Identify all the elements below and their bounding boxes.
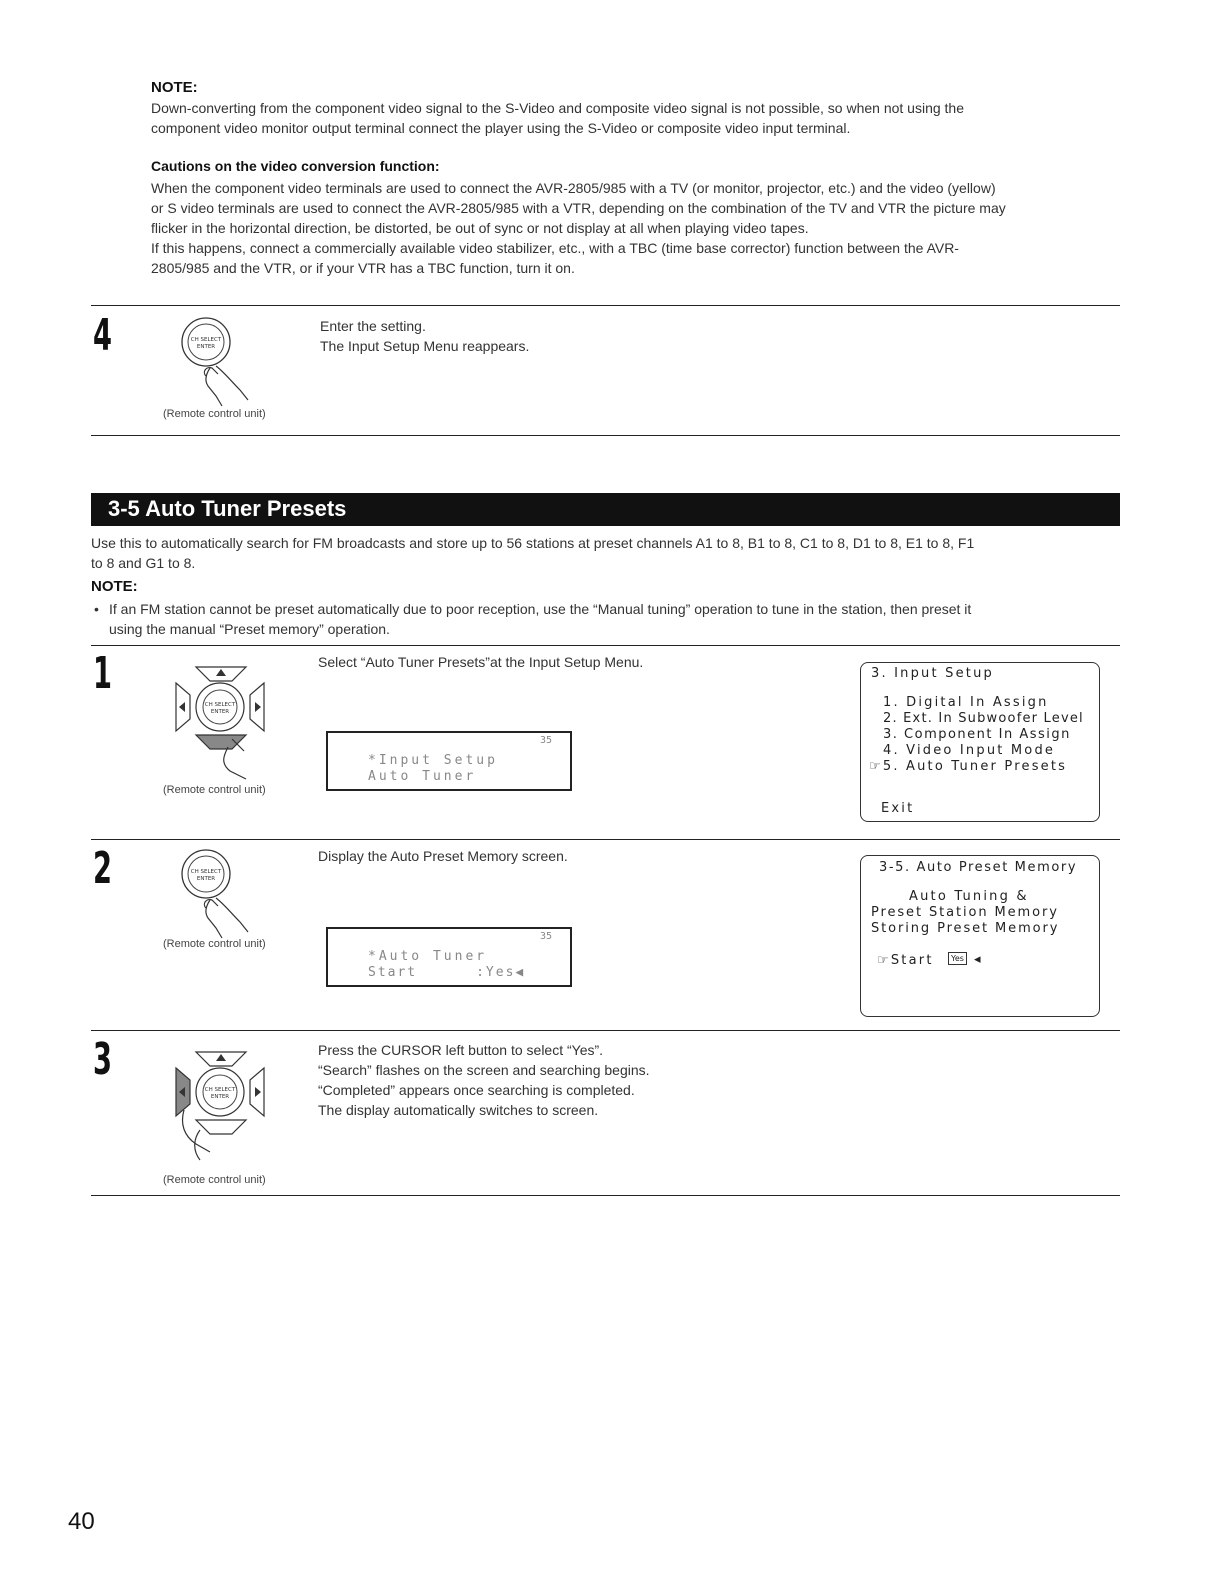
remote-button-label: ENTER [210, 1094, 230, 1100]
osd-text: Auto Tuning & [909, 889, 1029, 904]
remote-cursor-pad-icon [170, 1040, 270, 1170]
remote-enter-button-icon [176, 316, 256, 408]
osd-menu-item: 2. Ext. In Subwoofer Level [883, 711, 1084, 726]
cautions-line: If this happens, connect a commercially available video stabilizer, etc., with a TBC (time base corrector) function between the AVR- [151, 240, 959, 256]
remote-button-label: ENTER [196, 876, 216, 882]
cautions-text [151, 178, 1121, 278]
remote-enter-button-icon [176, 848, 256, 940]
step-description-line: The display automatically switches to screen. [318, 1102, 599, 1118]
step-description [318, 1040, 650, 1120]
osd-title: 3. Input Setup [871, 666, 994, 681]
section-note-line: using the manual “Preset memory” operation. [109, 621, 390, 637]
top-note-text [151, 98, 1121, 138]
onscreen-menu [860, 662, 1100, 822]
section-title-banner [91, 493, 1120, 526]
remote-button-label: ENTER [210, 709, 230, 715]
remote-button-label: CH SELECT [190, 337, 222, 343]
onscreen-menu [860, 855, 1100, 1017]
step-number: 3 [93, 1034, 112, 1085]
front-panel-display [326, 927, 572, 987]
cautions-line: When the component video terminals are used to connect the AVR-2805/985 with a TV (or monitor, projector, etc.) and the video (yellow) [151, 180, 996, 196]
osd-cursor-arrow: ◂ [974, 952, 983, 967]
step-caption: (Remote control unit) [163, 938, 266, 950]
osd-menu-item: 4. Video Input Mode [883, 743, 1056, 758]
remote-button-label: CH SELECT [204, 1087, 236, 1093]
osd-menu-item-selected: ☞5. Auto Tuner Presets [869, 759, 1068, 774]
display-channel: 35 [539, 735, 552, 746]
remote-button-label: CH SELECT [204, 702, 236, 708]
osd-exit: Exit [881, 801, 915, 816]
step-description [320, 316, 529, 356]
divider [91, 305, 1120, 306]
section-note-line: If an FM station cannot be preset automatically due to poor reception, use the “Manual tuning” operation to tune in the station, then preset it [109, 601, 972, 617]
osd-title: 3-5. Auto Preset Memory [879, 860, 1078, 875]
osd-yes-box: Yes [948, 952, 967, 965]
step-number: 2 [93, 843, 112, 894]
osd-text: Storing Preset Memory [871, 921, 1060, 936]
section-intro-line: to 8 and G1 to 8. [91, 555, 196, 571]
page-number: 40 [68, 1508, 95, 1535]
step-number: 1 [93, 648, 112, 699]
section-note-bullet: • [94, 601, 99, 617]
display-line: Start :Yes◀ [368, 965, 526, 980]
cautions-line: 2805/985 and the VTR, or if your VTR has a TBC function, turn it on. [151, 260, 575, 276]
step-description-line: Press the CURSOR left button to select “Yes”. [318, 1042, 604, 1058]
step-description-line: The Input Setup Menu reappears. [320, 338, 530, 354]
step-caption: (Remote control unit) [163, 1174, 266, 1186]
step-description-line: Enter the setting. [320, 318, 426, 334]
step-description-line: “Search” flashes on the screen and searching begins. [318, 1062, 650, 1078]
top-note-line: Down-converting from the component video signal to the S-Video and composite video signal is not possible, so when not using the [151, 100, 964, 116]
section-note-text [109, 599, 1121, 639]
display-line: *Auto Tuner [368, 949, 488, 964]
cautions-line: or S video terminals are used to connect the AVR-2805/985 with a VTR, depending on the combination of the TV and VTR the picture may [151, 200, 1006, 216]
step-number: 4 [93, 310, 112, 361]
osd-text: Preset Station Memory [871, 905, 1059, 920]
cautions-heading: Cautions on the video conversion function: [151, 158, 440, 174]
section-intro [91, 533, 1121, 573]
osd-start-option: ☞Start [877, 953, 934, 968]
display-line: *Input Setup [368, 753, 498, 768]
section-intro-line: Use this to automatically search for FM broadcasts and store up to 56 stations at preset channels A1 to 8, B1 to 8, C1 to 8, D1 to 8, E1 to 8, F1 [91, 535, 975, 551]
divider [91, 435, 1120, 436]
section-note-heading: NOTE: [91, 578, 138, 595]
front-panel-display [326, 731, 572, 791]
step-description-line: “Completed” appears once searching is completed. [318, 1082, 635, 1098]
remote-button-label: CH SELECT [190, 869, 222, 875]
top-note-line: component video monitor output terminal connect the player using the S-Video or composite video input terminal. [151, 120, 851, 136]
top-note-heading: NOTE: [151, 79, 198, 96]
step-description: Display the Auto Preset Memory screen. [318, 848, 568, 864]
cautions-line: flicker in the horizontal direction, be distorted, be out of sync or not display at all when playing video tapes. [151, 220, 809, 236]
step-caption: (Remote control unit) [163, 784, 266, 796]
osd-menu-item: 3. Component In Assign [883, 727, 1071, 742]
display-channel: 35 [539, 931, 552, 942]
step-caption: (Remote control unit) [163, 408, 266, 420]
step-description: Select “Auto Tuner Presets”at the Input Setup Menu. [318, 654, 644, 670]
divider [91, 1195, 1120, 1196]
divider [91, 1030, 1120, 1031]
display-line: Auto Tuner [368, 769, 477, 784]
remote-button-label: ENTER [196, 344, 216, 350]
divider [91, 645, 1120, 646]
divider [91, 839, 1120, 840]
osd-menu-item: 1. Digital In Assign [883, 695, 1049, 710]
section-title: 3-5 Auto Tuner Presets [108, 496, 347, 521]
remote-cursor-pad-icon [170, 655, 270, 780]
